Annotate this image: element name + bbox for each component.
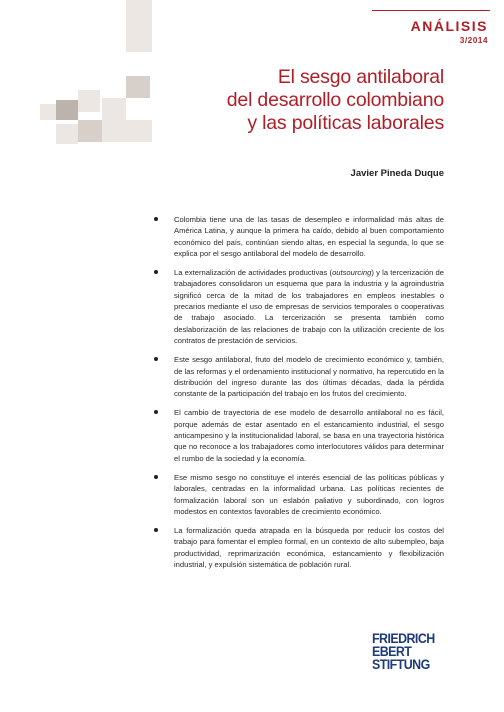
bullet-icon: [154, 528, 158, 532]
bullet-icon: [154, 410, 158, 414]
list-item: [150, 407, 444, 463]
square: [40, 104, 56, 120]
square: [56, 124, 78, 144]
author-name: Javier Pineda Duque: [350, 168, 444, 179]
logo-line: STIFTUNG: [372, 657, 430, 672]
list-item: [150, 525, 444, 570]
bullet-text: Este sesgo antilaboral, fruto del modelo de crecimiento económico y, también, de las reformas y el ordenamiento institucional y normativo, ha repercutido en la distribución del ingreso durante las dos últimas décadas, dada la pérdida constante de la participación del trabajo en los frutos del crecimiento.: [174, 355, 444, 399]
document-title: [104, 66, 444, 135]
bullet-icon: [154, 357, 158, 361]
bullet-text: Colombia tiene una de las tasas de desempleo e informalidad más altas de América Latina, y aunque la primera ha caído, debido al buen comportamiento económico del país, continúan siendo altas, en especial la segunda, lo que se explica por el sesgo antilaboral del modelo de desarrollo.: [174, 215, 444, 258]
square: [56, 100, 78, 120]
bullet-icon: [154, 217, 158, 221]
square: [78, 90, 100, 112]
square: [126, 0, 152, 52]
issue-number: 3/2014: [459, 36, 488, 45]
list-item: [150, 354, 444, 399]
title-line: El sesgo antilaboral: [277, 66, 444, 88]
logo-line: FRIEDRICH: [372, 631, 435, 646]
header-rule: [372, 10, 490, 11]
bullet-text-emphasis: outsourcing: [332, 268, 372, 278]
summary-bullets: [150, 214, 444, 578]
list-item: [150, 267, 444, 346]
list-item: [150, 214, 444, 259]
bullet-text: Ese mismo sesgo no constituye el interés esencial de las políticas públicas y laborales, centradas en la informalidad urbana. Las políticas recientes de formalización laboral son un eslabón paliativo y subordinado, con logros modestos en contextos favorables de crecimiento económico.: [174, 472, 444, 516]
title-line: del desarrollo colombiano: [226, 89, 444, 111]
bullet-icon: [154, 475, 158, 479]
square: [78, 120, 102, 142]
logo-line: EBERT: [372, 644, 412, 659]
fes-logo: [372, 632, 452, 671]
bullet-text: [174, 267, 444, 346]
series-label: ANÁLISIS: [410, 18, 488, 34]
bullet-text: El cambio de trayectoria de ese modelo de desarrollo antilaboral no es fácil, porque además de estar asentado en el estancamiento industrial, el sesgo anticampesino y la institucionalidad laboral, se basa en una trayectoria histórica que no reconoce a los trabajadores como interlocutores válidos para determinar el rumbo de la sociedad y la economía.: [174, 408, 444, 463]
bullet-text: La formalización queda atrapada en la búsqueda por reducir los costos del trabajo para fomentar el empleo formal, en un contexto de alto subempleo, baja productividad, reprimarización económica, estancamiento y flexibilización industrial, y expulsión sistemática de población rural.: [174, 526, 444, 570]
list-item: [150, 472, 444, 517]
bullet-text-part: La externalización de actividades productivas (: [174, 268, 333, 278]
title-line: y las políticas laborales: [247, 112, 444, 134]
bullet-text-part: ) y la tercerización de trabajadores consolidaron un esquema que para la industria y la agroindustria significó cerca de la mitad de los trabajadores en empleos inestables o precarios mediante el uso de empresas de servicios temporales o cooperativas de trabajo asociado. La tercerización se presenta también como deslaborización de las relaciones de trabajo con la utilización creciente de los contratos de prestación de servicios.: [174, 268, 445, 345]
bullet-icon: [154, 270, 158, 274]
